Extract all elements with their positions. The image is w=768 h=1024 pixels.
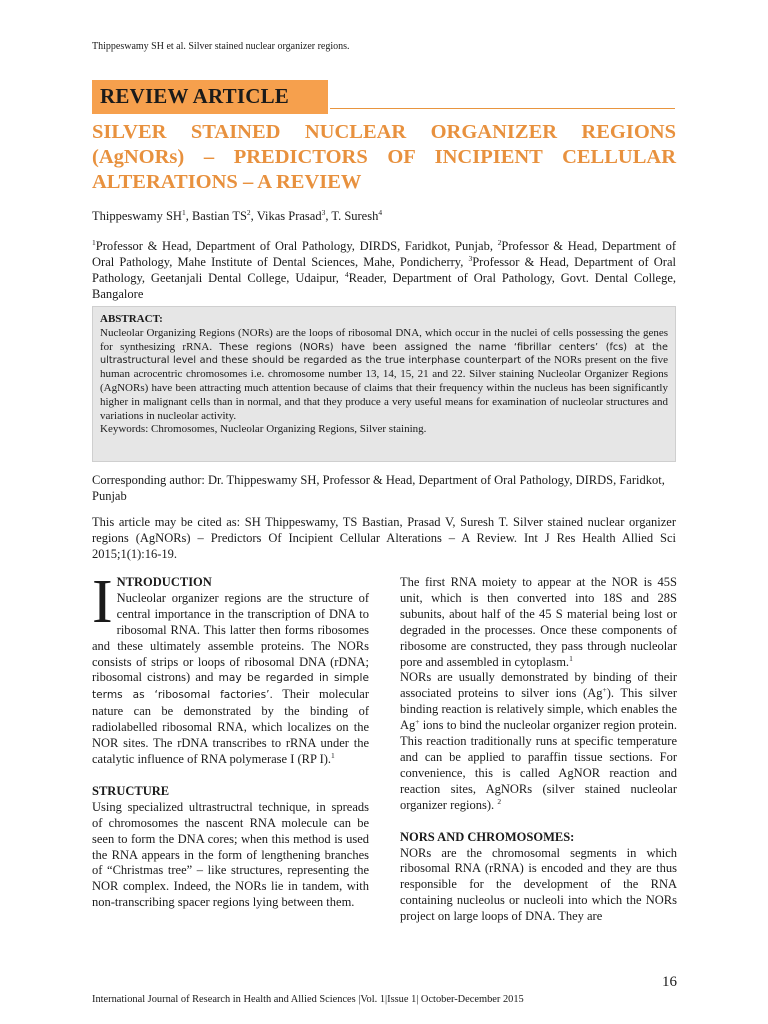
author-name: Bastian TS (191, 209, 247, 223)
silver-binding-paragraph: NORs are usually demonstrated by binding of their associated proteins to silver ions (Ag+). This silver binding reaction is relatively simple, which enables the Ag+ ions to bind the nucleolar organizer region protein. This reaction traditionally runs at specific temperature and can be applied to paraffin tissue sections. For convenience, this is called AgNOR reaction and reaction sites, AgNORs (silver stained nucleolar organizer regions). $^2$ (400, 670, 677, 812)
right-column (400, 575, 677, 925)
journal-footer: International Journal of Research in Health and Allied Sciences |Vol. 1|Issue 1| October-December 2015 (92, 994, 524, 1005)
keywords: Keywords: Chromosomes, Nucleolar Organizing Regions, Silver staining. (100, 423, 427, 436)
structure-heading: STRUCTURE (92, 783, 170, 798)
author-list: Thippeswamy $SH^1$, Bastian $TS^2$, Vikas Prasad$^3$, T. Suresh$^4$ (92, 207, 383, 223)
left-column (92, 568, 369, 911)
affiliations: $^1$Professor & Head, Department of Oral Pathology, DIRDS, Faridkot, Punjab, $^2$Professor & Head, Department of Oral Pathology, Mahe Institute of Dental Sciences, Mahe, Pondicherry, $^3$Professor & Head, Department of Oral Pathology, Geetanjali Dental College, Udaipur, $^4$Reader, Department of Oral Pathology, Govt. Dental College, Bangalore (92, 237, 676, 301)
abstract (100, 313, 668, 437)
abstract-heading: ABSTRACT: (100, 313, 163, 325)
author-sup: 4 (378, 207, 383, 217)
abstract-text: Nucleolar Organizing Regions (NORs) are the loops of ribosomal DNA, which occur in the nuclei of cells possessing the genes for synthesizing rRNA. These regions (NORs) have been assigned the name ‘fibrillar centers’ (fcs) at the ultrastructural level and these should be regarded as the true interphase counterpart of the NORs present on the five human acrocentric chromosomes i.e. chromosome number 13, 14, 15, 21 and 22. Silver staining Nucleolar Organizer Regions (AgNORs) have been attracting much attention because of claims that their frequency within the nucleus has been significantly higher in malignant cells than in normal, and that they produce a very useful means for examination of nucleolar structures and variations in nucleolar activity. (100, 326, 668, 422)
article-title: SILVER STAINED NUCLEAR ORGANIZER REGIONS (AgNORs) – PREDICTORS OF INCIPIENT CELLULAR ALTERATIONS – A REVIEW (92, 121, 676, 193)
banner-rule (330, 108, 675, 109)
nors-chromosomes-heading: NORS AND CHROMOSOMES: (400, 829, 575, 844)
author-sup: 3 (321, 207, 326, 217)
introduction-heading: NTRODUCTION (116, 575, 212, 589)
corresponding-author: Corresponding author: Dr. Thippeswamy SH, Professor & Head, Department of Oral Pathology, DIRDS, Faridkot, Punjab (92, 473, 665, 503)
drop-cap: I (92, 568, 113, 636)
rna-moiety-paragraph: The first RNA moiety to appear at the NOR is 45S unit, which is then converted into 18S and 28S subunits, about half of the 45 S material being lost or degraded in the processes. Once these components of ribosome are constructed, they pass through nucleolar pore and assembled in cytoplasm.$^1$ (400, 575, 677, 669)
article-type-label: REVIEW ARTICLE (100, 84, 289, 108)
nors-chromosomes-paragraph: NORs are the chromosomal segments in which ribosomal RNA (rRNA) is encoded and they are thus responsible for the development of the RNA containing nucleolus or nucleoli into which the NORs project on large loops of DNA. They are (400, 845, 677, 924)
author-sup: 2 (246, 207, 251, 217)
author-name: Vikas Prasad (256, 209, 322, 223)
author-name: T. Suresh (331, 209, 379, 223)
introduction-paragraph: I NTRODUCTION Nucleolar organizer regions are the structure of central importance in the transcription of DNA to ribosomal RNA. This latter then forms ribosomes and these ultimately assemble proteins. The NORs consists of strips or loops of ribosomal DNA (rDNA; ribosomal cistrons) and may be regarded in simple terms as ‘ribosomal factories’. Their molecular nature can be demonstrated by the binding of radiolabelled ribosomal RNA, which localizes on the NOR sites. The rDNA transcribes to rRNA under the catalytic influence of RNA polymerase I (RP I).$^1$ (92, 568, 369, 766)
page-number: 16 (662, 974, 677, 990)
author-name: Thippeswamy SH (92, 209, 182, 223)
author-sup: 1 (181, 207, 186, 217)
citation: This article may be cited as: SH Thippeswamy, TS Bastian, Prasad V, Suresh T. Silver stained nuclear organizer regions (AgNORs) – Predictors Of Incipient Cellular Alterations – A Review. Int J Res Health Allied Sci 2015;1(1):16-19. (92, 515, 676, 561)
running-head: Thippeswamy SH et al. Silver stained nuclear organizer regions. (92, 41, 350, 52)
structure-paragraph: Using specialized ultrastructral technique, in spreads of chromosomes the nascent RNA molecule can be seen to form the DNA cores; when this method is used the RNA appears in the form of lengthening branches of “Christmas tree” – like structures, representing the NOR complex. Indeed, the NORs lie in tandem, with non-transcribing spacer regions lying between them. (92, 799, 369, 910)
